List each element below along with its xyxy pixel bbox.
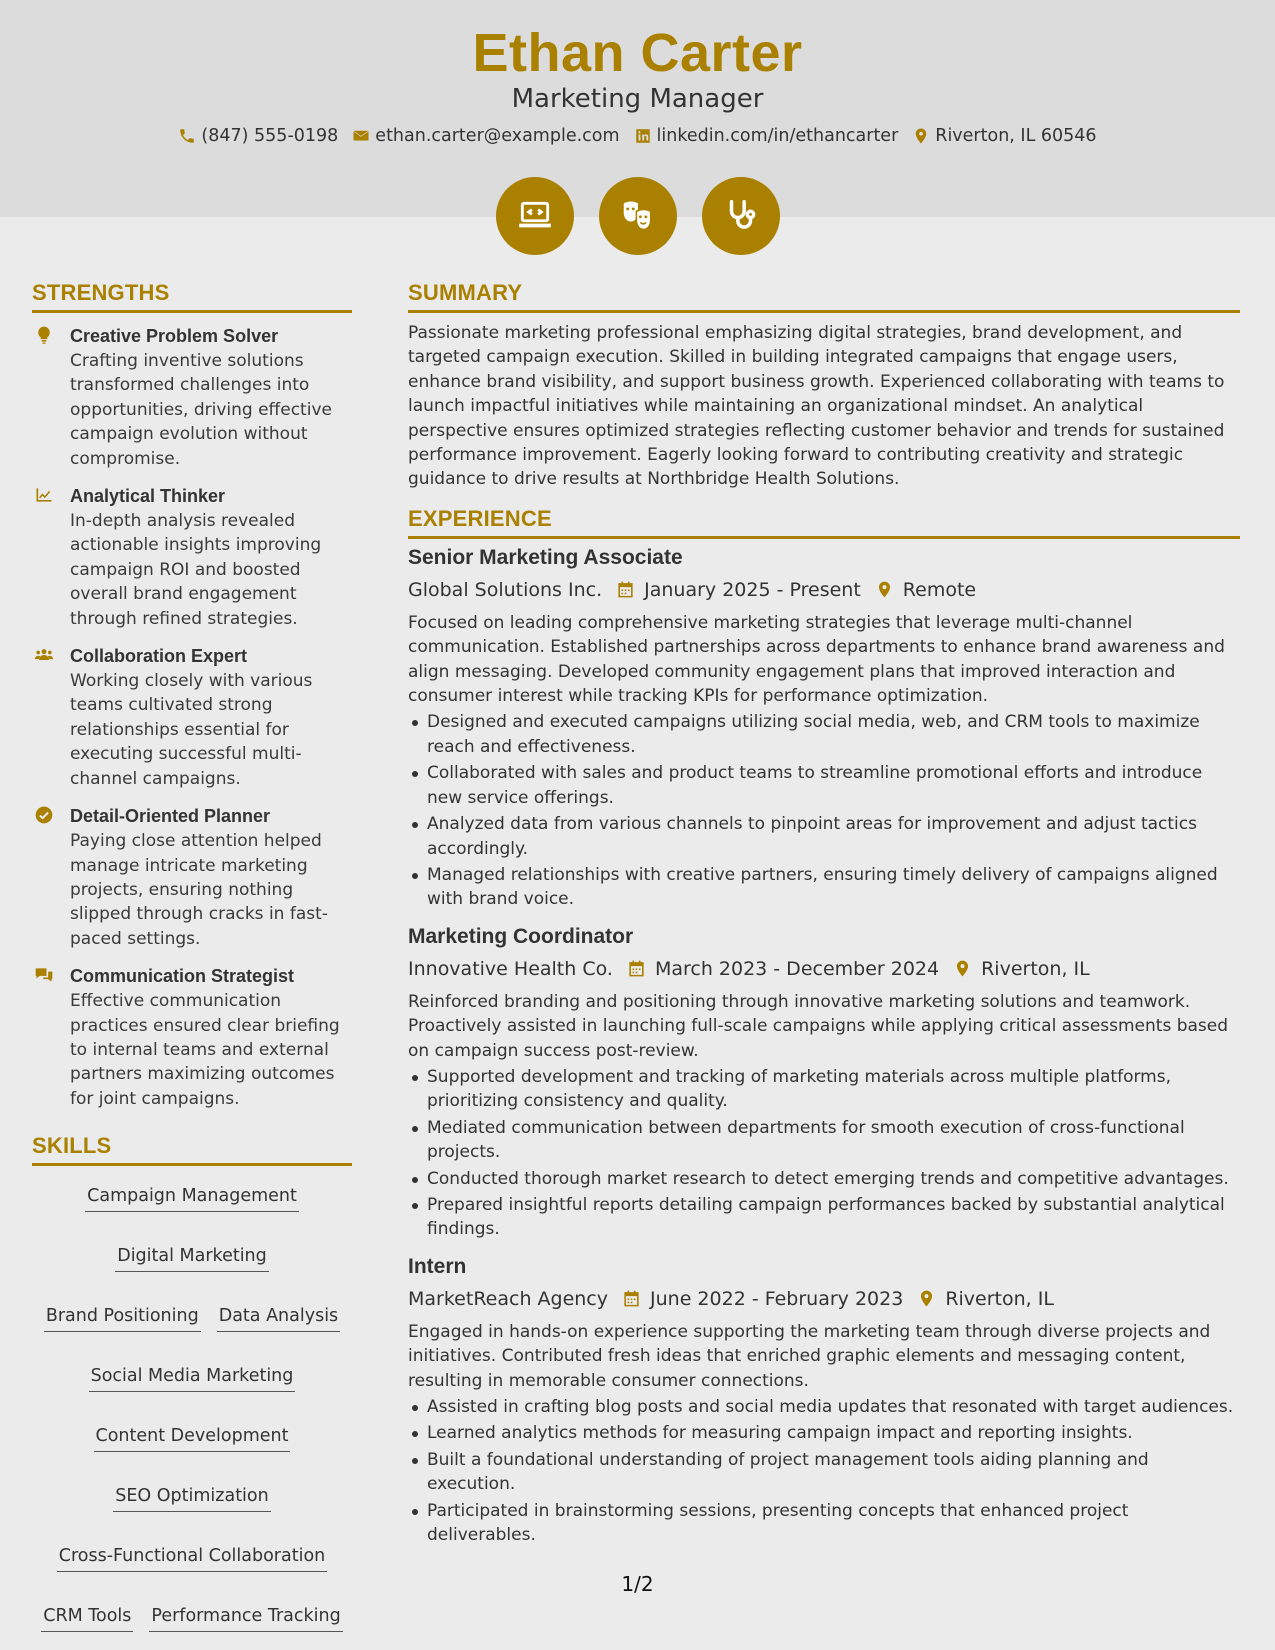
contact-phone-text[interactable]: (847) 555-0198 — [201, 126, 339, 146]
job-bullet: Built a foundational understanding of project management tools aiding planning and execution. — [408, 1448, 1240, 1497]
page-number: 1/2 — [621, 1572, 654, 1596]
job-description: Focused on leading comprehensive marketing strategies that leverage multi-channel communication. Established partnerships across departments to enhance brand awareness and align messaging. Developed community engagement plans that improved interaction and consumer interest while tracking KPIs for performance optimization. — [408, 612, 1225, 707]
skill-tag: Digital Marketing — [115, 1244, 269, 1272]
job-description: Engaged in hands-on experience supporting the marketing team through diverse projects and initiatives. Contributed fresh ideas that enriched graphic elements and messaging content, resulting in memorable consumer connections. — [408, 1321, 1211, 1391]
job-bullets — [408, 1065, 1240, 1242]
contact-location-text: Riverton, IL 60546 — [935, 126, 1097, 146]
job-entry — [408, 1252, 1240, 1548]
right-column — [408, 280, 1240, 1557]
skill-tag: SEO Optimization — [113, 1484, 270, 1512]
map-pin-icon — [875, 580, 894, 599]
job-bullet: Mediated communication between departments for smooth execution of cross-functional projects. — [408, 1116, 1240, 1165]
experience-heading: EXPERIENCE — [408, 506, 1240, 539]
calendar-icon — [616, 580, 635, 599]
strength-description: Effective communication practices ensured clear briefing to internal teams and external partners maximizing outcomes for joint campaigns. — [70, 991, 340, 1109]
users-icon — [34, 645, 54, 665]
job-location: Riverton, IL — [945, 1287, 1054, 1310]
skills-list — [32, 1176, 352, 1632]
job-bullet: Prepared insightful reports detailing campaign performances backed by substantial analytical findings. — [408, 1193, 1240, 1242]
job-bullet: Analyzed data from various channels to pinpoint areas for improvement and adjust tactics accordingly. — [408, 812, 1240, 861]
theater-masks-badge — [599, 177, 677, 255]
strength-item — [32, 643, 352, 791]
contact-location — [912, 126, 1096, 146]
envelope-icon — [352, 127, 370, 145]
candidate-title: Marketing Manager — [511, 84, 764, 114]
job-entry — [408, 543, 1240, 912]
strength-title: Creative Problem Solver — [70, 326, 279, 346]
skill-tag: Cross-Functional Collaboration — [57, 1544, 328, 1572]
contact-phone — [178, 126, 338, 146]
job-title: Marketing Coordinator — [408, 924, 634, 948]
summary-text: Passionate marketing professional emphasizing digital strategies, brand development, and targeted campaign execution. Skilled in building integrated campaigns that engage users, enhance brand visibility, and support business growth. Experienced collaborating with teams to launch impactful initiatives while maintaining an organizational mindset. An analytical perspective ensures optimized strategies reflecting customer behavior and trends for sustained performance improvement. Eagerly looking forward to contributing creativity and strategic guidance to drive results at Northbridge Health Solutions. — [408, 323, 1225, 490]
strength-description: Working closely with various teams cultivated strong relationships essential for executing successful multi-channel campaigns. — [70, 671, 313, 789]
skill-tag: Performance Tracking — [149, 1604, 342, 1632]
stethoscope-icon — [722, 197, 760, 235]
strength-description: Crafting inventive solutions transformed challenges into opportunities, driving effective campaign evolution without compromise. — [70, 351, 332, 469]
job-bullet: Collaborated with sales and product teams to streamline promotional efforts and introduce new service offerings. — [408, 761, 1240, 810]
job-bullet: Designed and executed campaigns utilizing social media, web, and CRM tools to maximize reach and effectiveness. — [408, 710, 1240, 759]
skill-tag: Content Development — [94, 1424, 291, 1452]
strength-title: Detail-Oriented Planner — [70, 806, 271, 827]
calendar-icon — [627, 959, 646, 978]
badge-row — [0, 177, 1275, 255]
linkedin-icon — [634, 127, 652, 145]
map-pin-icon — [953, 959, 972, 978]
job-bullet: Supported development and tracking of marketing materials across multiple platforms, prioritizing consistency and quality. — [408, 1065, 1240, 1114]
chart-line-icon — [34, 485, 54, 505]
strengths-heading: STRENGTHS — [32, 280, 352, 313]
theater-masks-icon — [619, 197, 657, 235]
skill-tag: Social Media Marketing — [89, 1364, 296, 1392]
calendar-icon — [622, 1289, 641, 1308]
skill-tag: CRM Tools — [41, 1604, 133, 1632]
job-location: Remote — [902, 578, 977, 601]
skill-tag: Campaign Management — [85, 1184, 299, 1212]
job-bullet: Managed relationships with creative partners, ensuring timely delivery of campaigns aligned with brand voice. — [408, 863, 1240, 912]
candidate-name: Ethan Carter — [472, 23, 803, 83]
job-company: MarketReach Agency — [408, 1287, 609, 1310]
strength-description: In-depth analysis revealed actionable insights improving campaign ROI and boosted overall brand engagement through refined strategies. — [70, 511, 322, 629]
strength-item — [32, 483, 352, 631]
stethoscope-badge — [702, 177, 780, 255]
strength-item — [32, 963, 352, 1111]
job-title: Intern — [408, 1254, 467, 1278]
check-circle-icon — [34, 805, 54, 825]
contact-row — [0, 126, 1275, 146]
contact-email-text[interactable]: ethan.carter@example.com — [375, 126, 620, 146]
summary-heading: SUMMARY — [408, 280, 1240, 313]
strength-item — [32, 803, 352, 951]
skill-tag: Brand Positioning — [44, 1304, 201, 1332]
job-dates: January 2025 - Present — [644, 578, 861, 601]
job-company: Innovative Health Co. — [408, 957, 613, 980]
strength-title: Analytical Thinker — [70, 486, 226, 507]
job-bullet: Conducted thorough market research to detect emerging trends and competitive advantages. — [408, 1167, 1240, 1191]
strength-description: Paying close attention helped manage intricate marketing projects, ensuring nothing slipped through cracks in fast-paced settings. — [70, 831, 328, 949]
strength-title: Collaboration Expert — [70, 646, 248, 667]
job-entry — [408, 922, 1240, 1242]
job-bullet: Learned analytics methods for measuring campaign impact and reporting insights. — [408, 1421, 1240, 1445]
job-bullet: Participated in brainstorming sessions, presenting concepts that enhanced project deliverables. — [408, 1499, 1240, 1548]
laptop-code-icon — [516, 197, 554, 235]
job-meta — [408, 952, 1240, 986]
job-bullets — [408, 710, 1240, 911]
job-location: Riverton, IL — [981, 957, 1090, 980]
strength-item — [32, 323, 352, 471]
lightbulb-icon — [34, 325, 54, 345]
job-meta — [408, 573, 1240, 607]
job-bullets — [408, 1395, 1240, 1547]
job-bullet: Assisted in crafting blog posts and social media updates that resonated with target audiences. — [408, 1395, 1240, 1419]
job-dates: March 2023 - December 2024 — [654, 957, 940, 980]
skill-tag: Data Analysis — [217, 1304, 340, 1332]
skills-heading: SKILLS — [32, 1133, 352, 1166]
strength-title: Communication Strategist — [70, 966, 295, 987]
job-description: Reinforced branding and positioning through innovative marketing solutions and teamwork. Proactively assisted in launching full-scale campaigns while applying critical assessments based on campaign success post-review. — [408, 991, 1229, 1061]
job-meta — [408, 1282, 1240, 1316]
job-dates: June 2022 - February 2023 — [650, 1287, 904, 1310]
contact-linkedin-text[interactable]: linkedin.com/in/ethancarter — [656, 126, 899, 146]
comments-icon — [34, 965, 54, 985]
map-pin-icon — [917, 1289, 936, 1308]
contact-linkedin — [634, 126, 899, 146]
job-company: Global Solutions Inc. — [408, 578, 603, 601]
left-column — [32, 280, 352, 1632]
phone-icon — [178, 127, 196, 145]
contact-email — [352, 126, 619, 146]
job-title: Senior Marketing Associate — [408, 545, 683, 569]
laptop-code-badge — [496, 177, 574, 255]
map-pin-icon — [912, 127, 930, 145]
